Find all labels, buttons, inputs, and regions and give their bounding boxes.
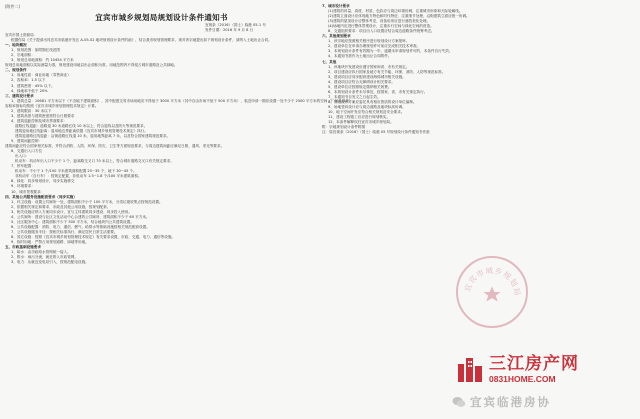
text-line: 5、社区服务中心：建筑面积不少于 500 平方米，结合地块内公共建筑设置。 <box>11 219 134 224</box>
text-line: 11、建设工程竣工后应进行规划核实。 <box>328 115 391 120</box>
text-line: 1、该地块开发建设应遵守国家和省、市有关规定。 <box>328 64 410 69</box>
wechat-watermark <box>452 394 551 410</box>
text-line: 3、电力：从就近变电站引入，按规范配电设施。 <box>11 260 89 265</box>
text-line: 12、本条件解释权归宜宾市城乡规划局。 <box>328 120 394 125</box>
text-line: 2、依据相关规定和要求，市政及其他公用设施，按规划配套。 <box>11 204 111 209</box>
text-line: 根据你局《关于提请出具宜宾市临港开发区 A-05-02 地块规划设计条件的函》，结合我市规划管理要求，现对该宗地提出如下规划设计条件，请纳入土地出让合同。 <box>11 38 272 43</box>
text-line: 容积率指标均按照《宜宾市城乡规划管理技术规定》计算。 <box>5 103 99 108</box>
right-body <box>322 4 635 135</box>
text-line: 建筑间距应符合国家相关标准，并符合消防、人防、环保、防灾、卫生等方面规范要求，与周边建筑间距应满足日照、通风、采光等要求。 <box>5 144 225 149</box>
section-heading: 三、建筑设计要求 <box>5 93 34 98</box>
text-line: 道路红线退距：道路退 30 米道路红线 10 米以上，符合退线以及防火等规范要求。 <box>15 123 148 128</box>
text-line: 4、本通知书需作为土地出让合同附件。 <box>328 54 392 59</box>
text-line: 6、本规划设计条件未尽事宜，按国家、省、市有关规定执行。 <box>328 89 428 94</box>
section-heading: 7、城市设计要求 <box>322 4 350 8</box>
text-line: 机动车：机动车出入口不少于 1 个，距离路交叉口 70 米以上，符合城市道路交叉口有关规定要求。 <box>15 159 174 164</box>
text-line: (4)场地内应进行整体景观设计，注重步行空间与绿化空间的营造。 <box>328 24 434 29</box>
text-line: 3、规划总用地面积：约 10454 平方米 <box>11 58 74 63</box>
text-line: 4、公共厕所：建设与社区文化活动中心合建的公共厕所，建筑面积不少于 60 平方米。 <box>11 214 150 219</box>
right-page <box>322 4 635 135</box>
section-heading: 五、市政基础设施要求 <box>5 245 41 250</box>
text-line: 建筑退用地红线距离：退用地边界距离依据《宜宾市城乡规划管理技术规定》执行。 <box>15 128 148 133</box>
text-line: 4、绿地率不低于 20% <box>11 88 48 93</box>
text-line: 2、排水：雨污分流，就近排入市政管网。 <box>11 255 78 260</box>
text-line: 2、宗地面积： <box>11 53 35 58</box>
text-line: 3、本规划设计条件有效期为一年，逾期未申请规划许可的，本条件自行失效。 <box>328 49 453 54</box>
text-line: 7、本通知书自发文之日起生效。 <box>328 94 381 99</box>
text-line: 4、建筑退距控制及城市界面要求： <box>11 118 68 123</box>
text-line: 6、交通出入口方位 <box>11 149 43 154</box>
seal-text: 宜宾市城乡规划局 <box>462 265 522 297</box>
seal-icon <box>458 258 526 326</box>
text-line: 出入口： <box>15 154 30 159</box>
text-line: 规划总用地面积以实际测量为准，规划建设用地以出让面积为准，用地范围内不得侵占城市道路及公共绿地。 <box>5 63 178 68</box>
text-line: 2、项目建设应执行国家及地方有关节能、环保、消防、人防等规范标准。 <box>328 69 446 74</box>
text-line: 3、建设项目应同步配套建设海绵城市相关设施。 <box>328 74 406 79</box>
section-heading: 六、其他规划要求 <box>322 34 351 39</box>
text-line: 8、其它设施：按照《宜宾市城乡规划管理技术规定》有关要求设置，市政、交通、电力、通信等设施。 <box>11 234 176 239</box>
text-line: 4、建设项目应符合无障碍设计相关要求。 <box>328 79 395 84</box>
logo-name: 三江房产网 <box>489 354 579 374</box>
document-number: 宜规条（2016）（国土）临港 05-1 号 <box>205 23 266 28</box>
text-line: 1、用地性质：商业用地（零售商业） <box>11 73 71 78</box>
text-line: 9、临时用地：严禁占用规划道路、绿地等用地。 <box>11 239 89 244</box>
logo-url: 0831HOME.COM <box>489 374 556 384</box>
text-line: 7、停车配置： <box>11 164 35 169</box>
section-heading: 四、其他公共服务设施配套要求（同步实施） <box>5 194 77 199</box>
text-line: 非机动车（自行车）：按规定配置，非机动车 1.5~1.8 个/100 平米建筑面积。 <box>15 174 142 179</box>
text-line: 5、建筑间距控制： <box>11 139 43 144</box>
text-line: 8、交通组织要求：项目出入口设置应结合周边道路条件统筹考虑。 <box>328 29 435 34</box>
text-line: 6、公共设施配置：消防、电力、通信、燃气、给排水等基础设施按相关规范配套设置。 <box>11 224 150 229</box>
text-line: 附：宗地规划设计条件附图 <box>322 125 366 130</box>
text-line: 10、城市景观要求： <box>11 189 45 194</box>
text-line: 10、地下空间开发应符合相关规划及安全要求。 <box>328 109 405 114</box>
text-line: 建筑退道路红线退距：沿街道路红线退 10 米，退用地界距离 7 米，以及符合国家建筑规范要求。 <box>15 133 171 138</box>
text-line: 2、容积率：1.5 以下 <box>11 78 46 83</box>
issue-date: 发件日期：2016 年 9 月 8 日 <box>205 28 254 33</box>
text-line: 1、建筑总量：10681 平方米以下（不含地下建筑面积），其中配建交易市场用地应不得低于 3000 平方米（其中自由市场不低于 500 平方米），临近申请一期应设置一处不少于 2500 平方米的空间（广场及绿地）。 <box>11 98 357 103</box>
official-seal <box>456 256 528 328</box>
text-line: 3、建筑密度：45% 以下。 <box>11 83 55 88</box>
text-line: (2)建筑立面设计应体现地方特色和时代特征，注重细节处理，沿街建筑立面应统一协调。 <box>328 14 470 19</box>
text-line: 9、环境要求： <box>11 184 35 189</box>
text-line: 3、建筑高度与建筑密度需符合日照要求 <box>11 113 75 118</box>
text-line: (1)建筑的体量、高度、材质、色彩应与周边环境协调，注重城市形象和天际轮廓线。 <box>328 9 463 14</box>
text-line: 2、建筑限高：30 米以下 <box>11 108 52 113</box>
text-line: 注：原宜规条（2016）（国土）临港 05 号规划设计条件通知书作废 <box>322 130 430 135</box>
section-heading: 二、规划条件 <box>5 68 27 73</box>
building-logo-icon <box>456 354 486 384</box>
text-line: 1、给水：由市政给水管网统一接入。 <box>11 250 71 255</box>
watermark-caption: 宜宾临港房协 <box>470 395 551 409</box>
text-line: 1、规划范围：如附图红线范围 <box>11 48 61 53</box>
site-logo <box>456 352 640 386</box>
section-heading: 一、地块概况 <box>5 43 27 48</box>
text-line: 8、规划设计方案应委托具有相应资质的设计单位编制。 <box>328 99 417 104</box>
wechat-icon <box>452 395 466 409</box>
text-line: 1、环卫设施：设置公共厕所一处，建筑面积不小于 100 平方米，分类垃圾收集点按规范设置。 <box>11 199 163 204</box>
annex-label: (附件二) <box>5 4 21 9</box>
text-line: 机动车：不小于 1 个/100 平米建筑面积配置 25~35 个，地下 30~45 个。 <box>15 169 137 174</box>
text-line: 2、建设单位在申请办理规划许可前应完成相关技术审查。 <box>328 44 421 49</box>
text-line: 宜宾市国土资源局： <box>5 33 38 38</box>
text-line: 9、场地竖向设计应与周边道路及地块标高协调。 <box>328 104 406 109</box>
text-line: 7、公共设施服务半径：按相关标准执行，满足居民日常生活需要。 <box>11 229 118 234</box>
section-heading: 七、其他 <box>322 59 337 64</box>
text-line: 5、建设单位应按照规定缴纳相关规费。 <box>328 84 392 89</box>
text-line: (3)建筑的屋顶设计应整体考虑，设备用房应进行遮挡美化处理。 <box>328 19 431 24</box>
text-line: 8、绿化：同步规划设计，同步实施移交 <box>11 179 75 184</box>
text-line: 1、该宗地应按照相关程序进行规划设计方案报审。 <box>328 39 410 44</box>
text-line: 3、相关设施应纳入方案同步设计，宜与主体建筑同步建设、同步投入使用。 <box>11 209 132 214</box>
document-title: 宜宾市城乡规划局规划设计条件通知书 <box>95 13 228 23</box>
